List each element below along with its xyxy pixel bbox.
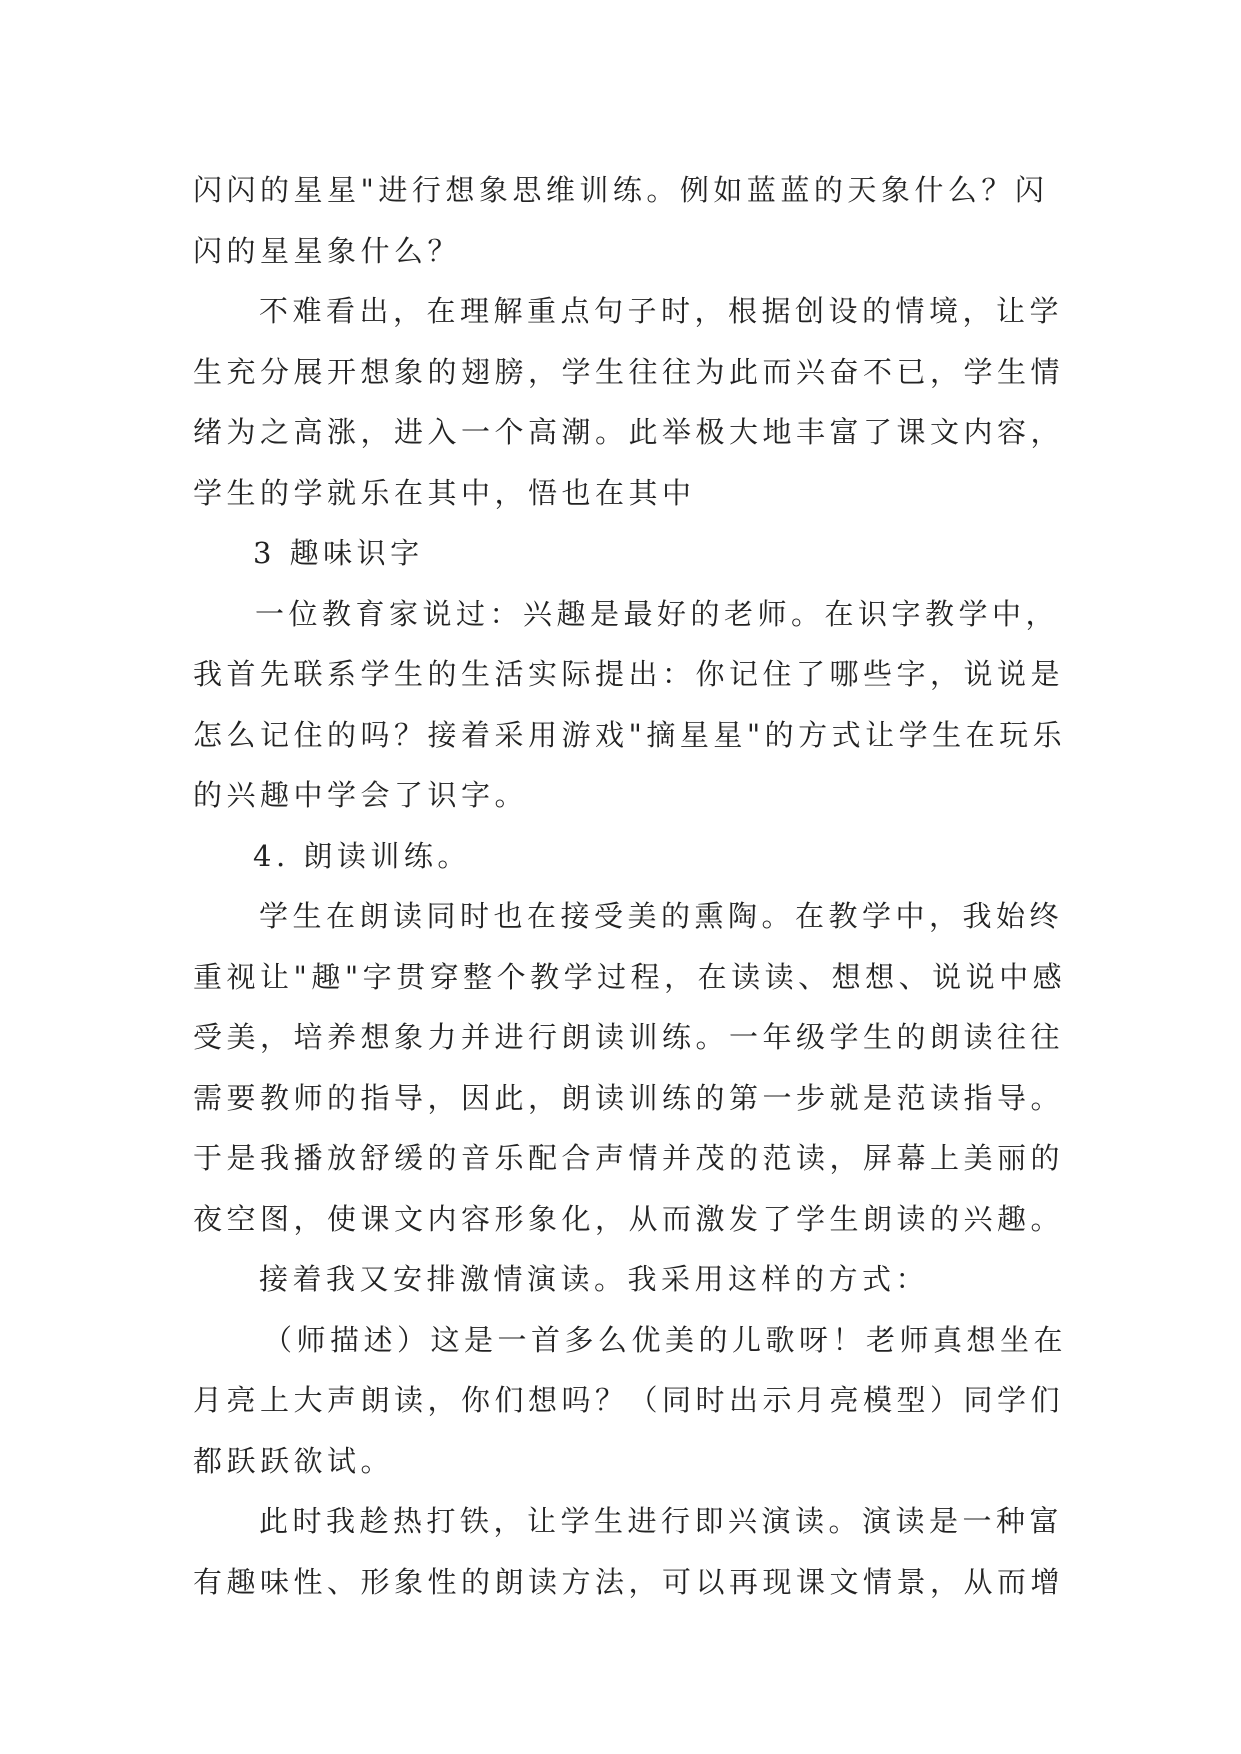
paragraph-6: 学生在朗读同时也在接受美的熏陶。在教学中，我始终重视让"趣"字贯穿整个教学过程，在读读、想想、说说中感受美，培养想象力并进行朗读训练。一年级学生的朗读往往需要教师的指导，因此，朗读训练的第一步就是范读指导。于是我播放舒缓的音乐配合声情并茂的范读，屏幕上美丽的夜空图，使课文内容形象化，从而激发了学生朗读的兴趣。: [193, 899, 1067, 1236]
section-heading-4: 4. 朗读训练。: [253, 838, 471, 873]
paragraph-9: 此时我趁热打铁，让学生进行即兴演读。演读是一种富有趣味性、形象性的朗读方法，可以再现课文情景，从而增: [193, 1504, 1065, 1599]
section-heading-3: 3 趣味识字: [253, 536, 424, 570]
paragraph-2: 不难看出，在理解重点句子时，根据创设的情境，让学生充分展开想象的翅膀，学生往往为此而兴奋不已，学生情绪为之高涨，进入一个高潮。此举极大地丰富了课文内容，学生的学就乐在其中，悟也在其中: [193, 294, 1065, 510]
paragraph-4: 一位教育家说过：兴趣是最好的老师。在识字教学中，我首先联系学生的生活实际提出：你记住了哪些字，说说是怎么记住的吗？接着采用游戏"摘星星"的方式让学生在玩乐的兴趣中学会了识字。: [193, 596, 1067, 812]
paragraph-8: （师描述）这是一首多么优美的儿歌呀！老师真想坐在月亮上大声朗读，你们想吗？（同时出示月亮模型）同学们都跃跃欲试。: [193, 1322, 1068, 1478]
document-body: [193, 160, 1073, 1612]
paragraph-7: 接着我又安排激情演读。我采用这样的方式：: [259, 1262, 930, 1296]
paragraph-1: 闪闪的星星"进行想象思维训练。例如蓝蓝的天象什么？闪闪的星星象什么？: [193, 173, 1049, 268]
